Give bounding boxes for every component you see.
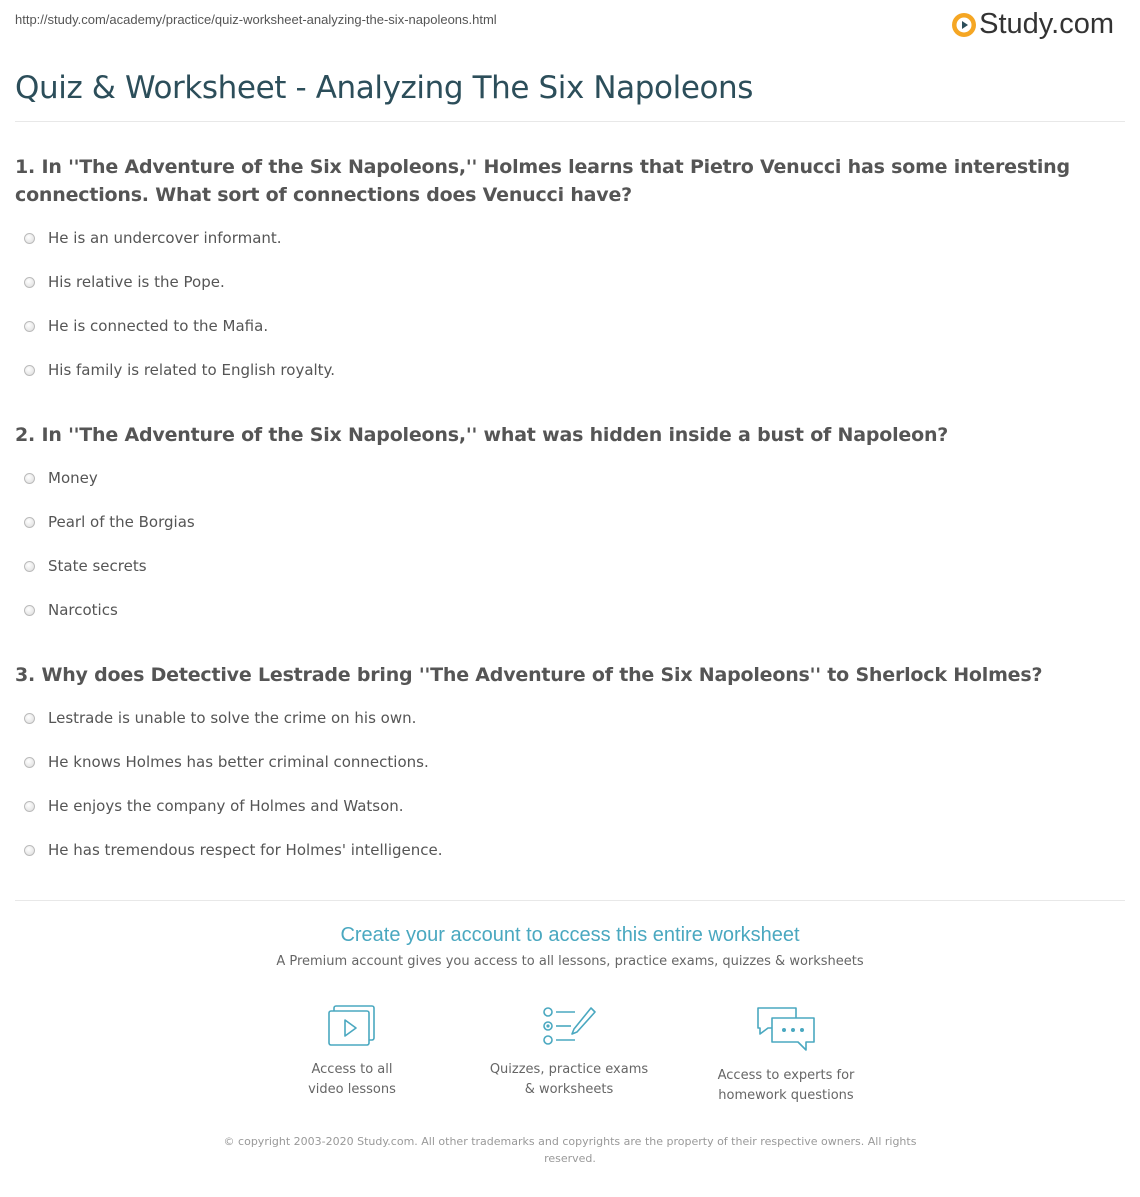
feature-quizzes	[474, 1004, 664, 1100]
option-label: Lestrade is unable to solve the crime on his own.	[48, 709, 417, 727]
question-1: 1. In ''The Adventure of the Six Napoleons,'' Holmes learns that Pietro Venucci has some interesting connections. What sort of connections does Venucci have?	[15, 156, 1070, 206]
radio-button[interactable]	[24, 473, 35, 484]
chat-icon	[754, 1004, 818, 1054]
radio-button[interactable]	[24, 277, 35, 288]
q1-option-4[interactable]	[24, 359, 335, 381]
feature-label: Access to all video lessons	[308, 1062, 396, 1097]
cta-divider	[15, 900, 1125, 901]
radio-button[interactable]	[24, 321, 35, 332]
q1-option-1[interactable]	[24, 227, 282, 249]
q3-option-2[interactable]	[24, 751, 429, 773]
option-label: He knows Holmes has better criminal connections.	[48, 753, 429, 771]
copyright-notice: © copyright 2003-2020 Study.com. All other trademarks and copyrights are the property of their respective owners. All rights reserved.	[223, 1135, 917, 1165]
option-label: His relative is the Pope.	[48, 273, 225, 291]
q1-option-3[interactable]	[24, 315, 268, 337]
radio-button[interactable]	[24, 365, 35, 376]
option-label: Money	[48, 469, 98, 487]
q2-option-2[interactable]	[24, 511, 195, 533]
q2-option-1[interactable]	[24, 467, 98, 489]
radio-button[interactable]	[24, 801, 35, 812]
option-label: Narcotics	[48, 601, 118, 619]
checklist-icon	[541, 1004, 597, 1048]
study-logo[interactable]	[951, 8, 1114, 41]
title-divider	[15, 121, 1125, 122]
radio-button[interactable]	[24, 517, 35, 528]
radio-button[interactable]	[24, 561, 35, 572]
option-label: He is an undercover informant.	[48, 229, 282, 247]
radio-button[interactable]	[24, 605, 35, 616]
option-label: He has tremendous respect for Holmes' intelligence.	[48, 841, 443, 859]
question-2: 2. In ''The Adventure of the Six Napoleons,'' what was hidden inside a bust of Napoleon?	[15, 424, 949, 446]
radio-button[interactable]	[24, 233, 35, 244]
feature-label: Access to experts for homework questions	[717, 1068, 855, 1103]
play-circle-icon	[951, 12, 977, 38]
feature-experts	[691, 1004, 881, 1106]
option-label: Pearl of the Borgias	[48, 513, 195, 531]
radio-button[interactable]	[24, 713, 35, 724]
cta-subtitle: A Premium account gives you access to all lessons, practice exams, quizzes & worksheets	[276, 954, 864, 969]
q1-option-2[interactable]	[24, 271, 225, 293]
feature-video-lessons	[257, 1004, 447, 1100]
option-label: His family is related to English royalty.	[48, 361, 336, 379]
q2-option-4[interactable]	[24, 599, 118, 621]
option-label: He enjoys the company of Holmes and Watson.	[48, 797, 404, 815]
radio-button[interactable]	[24, 845, 35, 856]
option-label: State secrets	[48, 557, 147, 575]
page-title: Quiz & Worksheet - Analyzing The Six Napoleons	[15, 70, 754, 106]
question-3: 3. Why does Detective Lestrade bring ''The Adventure of the Six Napoleons'' to Sherlock Holmes?	[15, 664, 1043, 686]
q3-option-1[interactable]	[24, 707, 416, 729]
q3-option-3[interactable]	[24, 795, 404, 817]
cta-title[interactable]: Create your account to access this entire worksheet	[340, 924, 800, 946]
logo-text: Study.com	[979, 8, 1114, 40]
q3-option-4[interactable]	[24, 839, 443, 861]
q2-option-3[interactable]	[24, 555, 147, 577]
page-url: http://study.com/academy/practice/quiz-worksheet-analyzing-the-six-napoleons.html	[15, 12, 497, 27]
radio-button[interactable]	[24, 757, 35, 768]
feature-label: Quizzes, practice exams & worksheets	[489, 1062, 649, 1097]
option-label: He is connected to the Mafia.	[48, 317, 269, 335]
video-icon	[326, 1004, 378, 1048]
